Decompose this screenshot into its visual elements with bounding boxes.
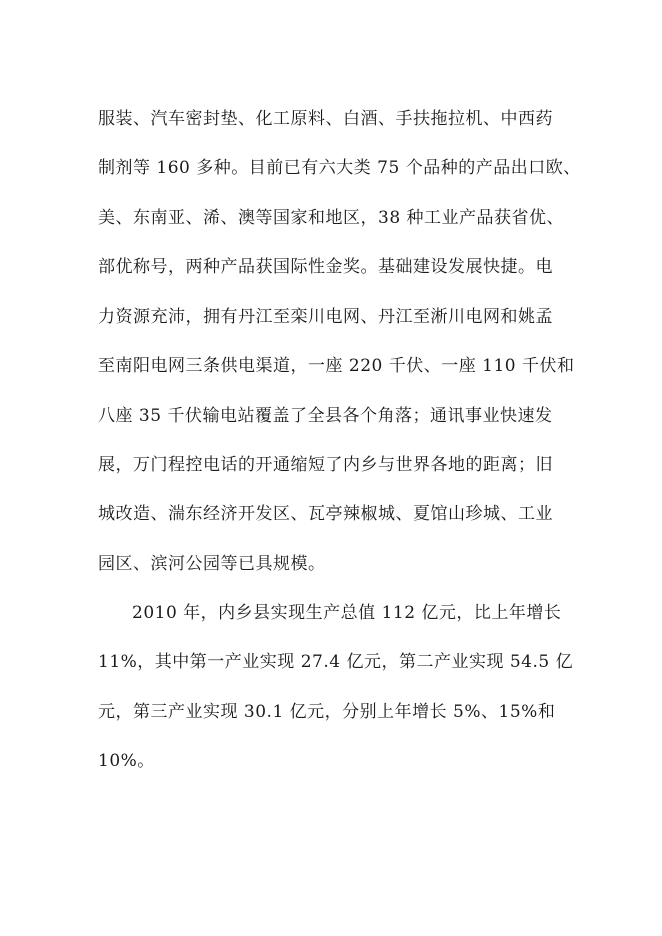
- paragraph-1-line-10: 园区、滨河公园等已具规模。: [98, 554, 326, 574]
- paragraph-1-line-8: 展，万门程控电话的开通缩短了内乡与世界各地的距离；旧: [98, 455, 553, 475]
- paragraph-1-line-1: 服装、汽车密封垫、化工原料、白酒、手扶拖拉机、中西药: [98, 109, 553, 129]
- paragraph-1-line-4: 部优称号，两种产品获国际性金奖。基础建设发展快捷。电: [98, 257, 553, 277]
- paragraph-2-line-3: 元，第三产业实现 30.1 亿元，分别上年增长 5%、15%和: [98, 702, 556, 722]
- paragraph-1-line-7: 八座 35 千伏输电站覆盖了全县各个角落；通讯事业快速发: [98, 406, 553, 426]
- paragraph-1-line-6: 至南阳电网三条供电渠道，一座 220 千伏、一座 110 千伏和: [98, 356, 575, 376]
- paragraph-2-line-1: 2010 年，内乡县实现生产总值 112 亿元，比上年增长: [132, 603, 562, 623]
- paragraph-1-line-9: 城改造、湍东经济开发区、瓦亭辣椒城、夏馆山珍城、工业: [98, 504, 553, 524]
- paragraph-2-line-2: 11%，其中第一产业实现 27.4 亿元，第二产业实现 54.5 亿: [98, 652, 574, 672]
- paragraph-2-line-4: 10%。: [98, 751, 155, 771]
- paragraph-1-line-3: 美、东南亚、浠、澳等国家和地区，38 种工业产品获省优、: [98, 208, 565, 228]
- paragraph-1-line-5: 力资源充沛，拥有丹江至栾川电网、丹江至淅川电网和姚孟: [98, 307, 553, 327]
- paragraph-1-line-2: 制剂等 160 多种。目前已有六大类 75 个品种的产品出口欧、: [98, 158, 581, 178]
